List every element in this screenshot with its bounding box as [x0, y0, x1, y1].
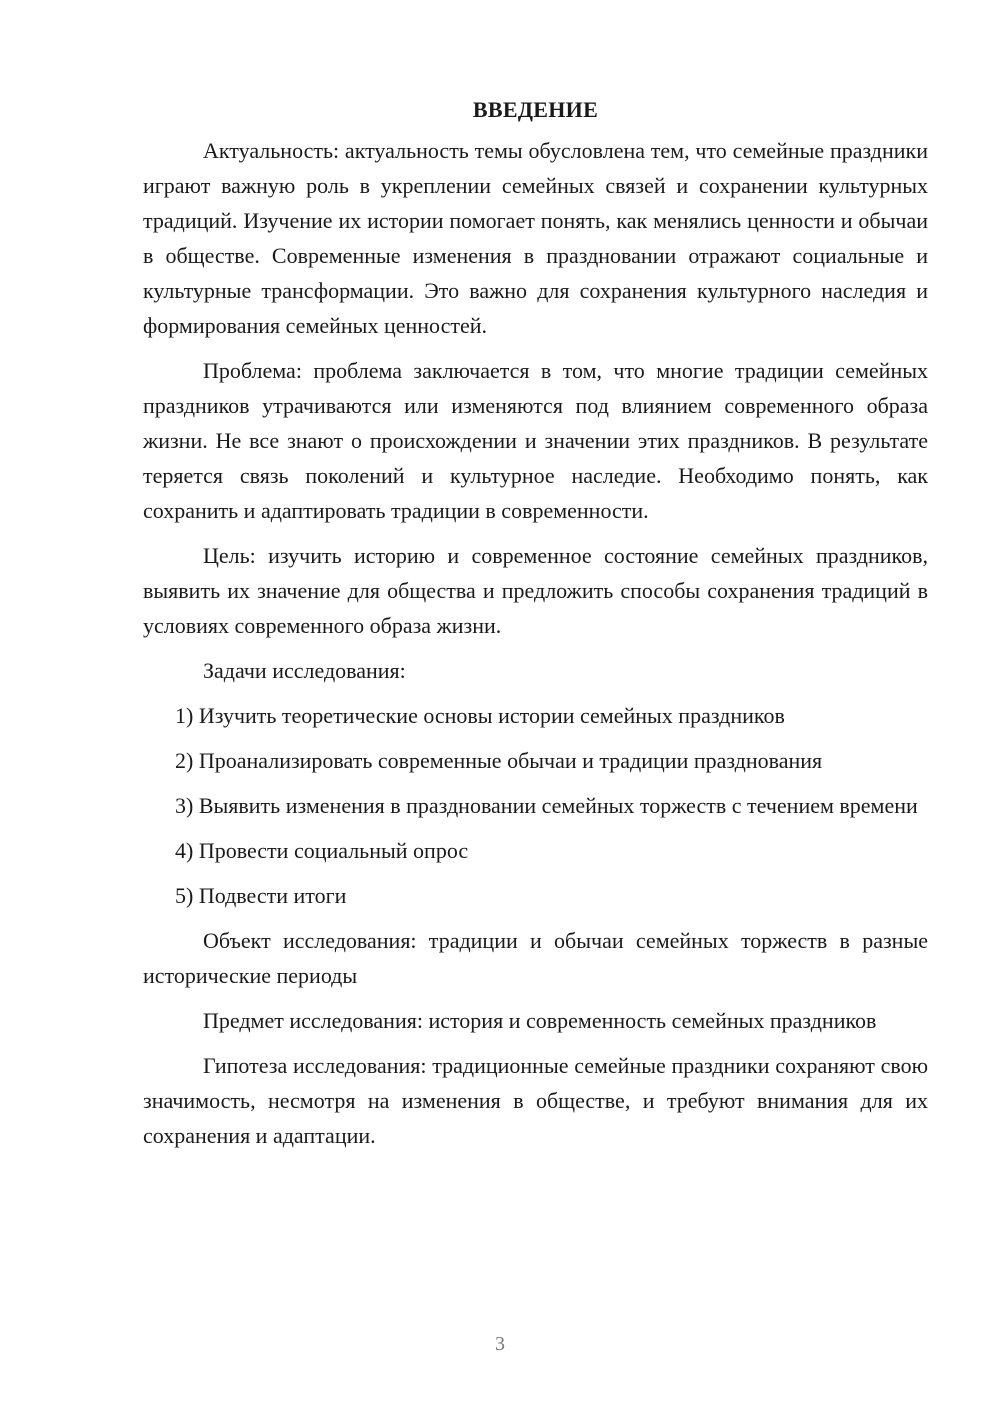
- task-item: 4) Провести социальный опрос: [175, 838, 469, 863]
- paragraph-problem: Проблема: проблема заключается в том, что многие традиции семейных праздников утрачиваются или изменяются под влиянием современного образа жизни. Не все знают о происхождении и значении этих праздников. В результате теряется связь поколений и культурное наследие. Необходимо понять, как сохранить и адаптировать традиции в современности.: [143, 358, 928, 523]
- document-body: [143, 92, 928, 1163]
- paragraph-goal: Цель: изучить историю и современное состояние семейных праздников, выявить их значение для общества и предложить способы сохранения традиций в условиях современного образа жизни.: [143, 543, 928, 638]
- tasks-heading: Задачи исследования:: [203, 658, 406, 683]
- page-title: ВВЕДЕНИЕ: [472, 97, 599, 122]
- task-item: 2) Проанализировать современные обычаи и традиции празднования: [175, 748, 823, 773]
- task-item: 3) Выявить изменения в праздновании семейных торжеств с течением времени: [175, 793, 918, 818]
- task-item: 5) Подвести итоги: [175, 883, 347, 908]
- paragraph-subject: Предмет исследования: история и современность семейных праздников: [203, 1008, 877, 1033]
- page-number: 3: [495, 1333, 505, 1355]
- paragraph-object: Объект исследования: традиции и обычаи семейных торжеств в разные исторические периоды: [143, 928, 928, 988]
- paragraph-hypothesis: Гипотеза исследования: традиционные семейные праздники сохраняют свою значимость, несмотря на изменения в обществе, и требуют внимания для их сохранения и адаптации.: [143, 1053, 928, 1148]
- paragraph-relevance: Актуальность: актуальность темы обусловлена тем, что семейные праздники играют важную роль в укреплении семейных связей и сохранении культурных традиций. Изучение их истории помогает понять, как менялись ценности и обычаи в обществе. Современные изменения в праздновании отражают социальные и культурные трансформации. Это важно для сохранения культурного наследия и формирования семейных ценностей.: [143, 138, 928, 338]
- task-item: 1) Изучить теоретические основы истории семейных праздников: [175, 703, 785, 728]
